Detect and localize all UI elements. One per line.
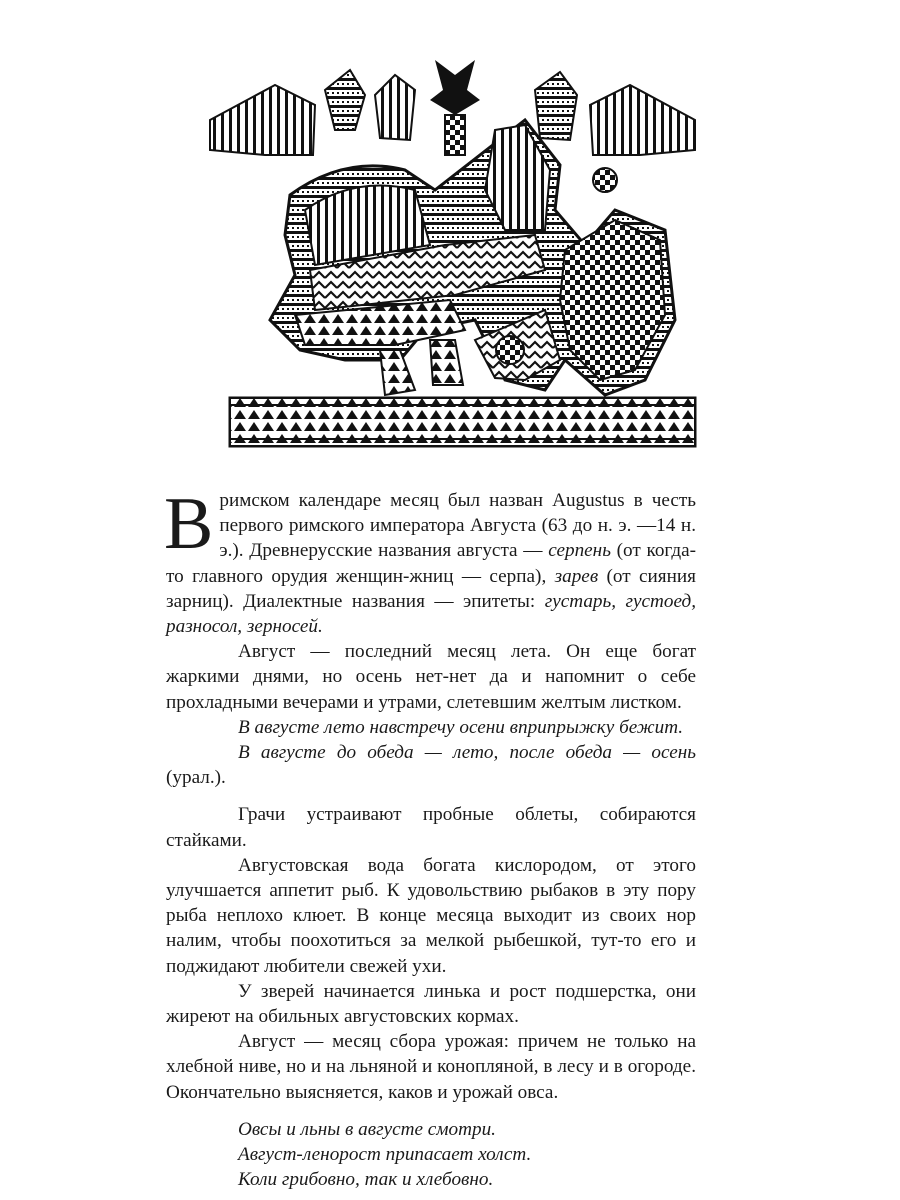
saying-1: В августе лето навстречу осени вприпрыжку бежит. xyxy=(238,716,684,738)
paragraph-rooks: Грачи устраивают пробные облеты, собираются стайками. xyxy=(166,804,696,851)
article-text xyxy=(164,483,697,1192)
embroidery-ornament-illustration xyxy=(205,60,700,450)
intro-segment: (от сияния зарниц). Диалектные названия — эпитеты: xyxy=(166,565,696,612)
saying-2 xyxy=(166,740,696,790)
intro-segment: густарь, густоед, разносол, зерносей. xyxy=(166,590,696,638)
drop-cap: В xyxy=(164,483,214,565)
intro-segment: (от когда-то главного орудия женщин-жниц — серпа), xyxy=(166,540,697,587)
saying-4: Август-ленорост припасает холст. xyxy=(238,1144,532,1166)
paragraph-harvest: Август — месяц сбора урожая: причем не только на хлебной ниве, но и на льняной и конопляной, в лесу и в огороде. Окончательно выясняется, каков и урожай овса. xyxy=(166,1031,696,1103)
intro-segment: серпень xyxy=(548,540,611,562)
saying-2-text: В августе до обеда — лето, после обеда — осень xyxy=(238,742,696,764)
paragraph-intro-text xyxy=(164,483,697,638)
paragraph-water-fish: Августовская вода богата кислородом, от этого улучшается аппетит рыб. К удовольствию рыбаков в эту пору рыба неплохо клюет. В конце месяца выходит из своих нор налим, чтобы поохотиться за мелкой рыбешкой, тут-то его и поджидают любители свежей ухи. xyxy=(166,854,696,977)
saying-2-source: (урал.). xyxy=(166,767,226,789)
paragraph-intro xyxy=(164,483,697,639)
paragraph-animals: У зверей начинается линька и рост подшерстка, они жиреют на обильных августовских кормах. xyxy=(166,980,696,1028)
intro-segment: римском календаре месяц был назван Augustus в честь первого римского императора Августа (63 до н. э. —14 н. э.). Древнерусские названия августа — xyxy=(219,490,696,562)
intro-segment: зарев xyxy=(554,565,599,587)
saying-5: Коли грибовно, так и хлебовно. xyxy=(238,1169,494,1191)
saying-3: Овсы и льны в августе смотри. xyxy=(238,1118,496,1140)
paragraph-last-summer-month: Август — последний месяц лета. Он еще богат жаркими днями, но осень нет-нет да и напомнит о себе прохладными вечерами и утрами, слетевшим желтым листком. xyxy=(166,641,696,713)
